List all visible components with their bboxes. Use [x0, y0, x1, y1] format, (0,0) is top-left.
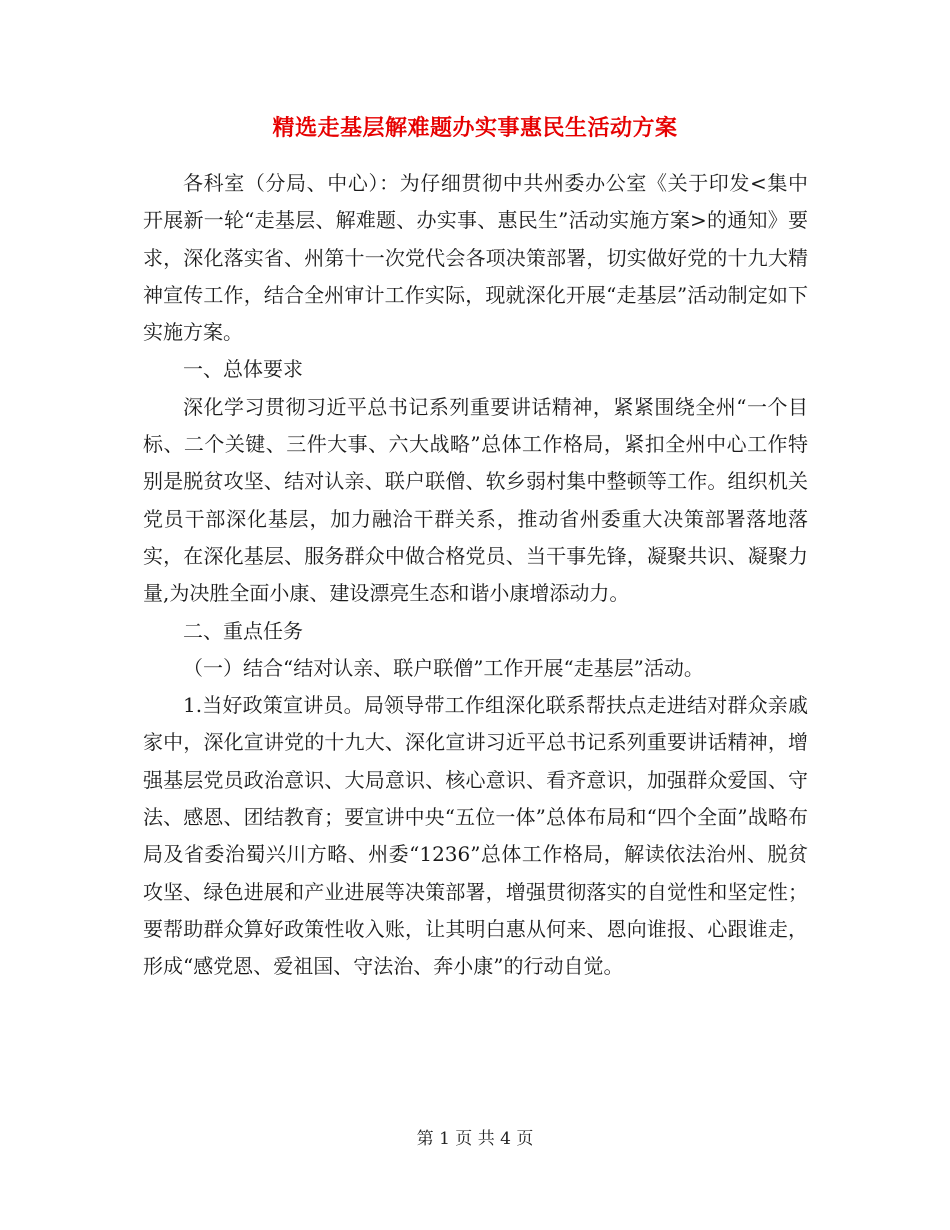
paragraph-intro: 各科室（分局、中心）：为仔细贯彻中共州委办公室《关于印发<集中开展新一轮“走基层、解难题、办实事、惠民生”活动实施方案>的通知》要求，深化落实省、州第十一次党代会各项决策部署，切实做好党的十九大精神宣传工作，结合全州审计工作实际，现就深化开展“走基层”活动制定如下实施方案。 — [143, 171, 808, 345]
paragraph-general-requirements: 深化学习贯彻习近平总书记系列重要讲话精神，紧紧围绕全州“一个目标、二个关键、三件大事、六大战略”总体工作格局，紧扣全州中心工作特别是脱贫攻坚、结对认亲、联户联僧、软乡弱村集中整顿等工作。组织机关党员干部深化基层，加力融洽干群关系，推动省州委重大决策部署落地落实，在深化基层、服务群众中做合格党员、当干事先锋，凝聚共识、凝聚力量,为决胜全面小康、建设漂亮生态和谐小康增添动力。 — [143, 394, 808, 606]
page-number-footer: 第 1 页 共 4 页 — [416, 1129, 534, 1149]
subsection-heading-1: （一）结合“结对认亲、联户联僧”工作开展“走基层”活动。 — [183, 655, 704, 680]
section-heading-key-tasks: 二、重点任务 — [183, 618, 303, 643]
document-title: 精选走基层解难题办实事惠民生活动方案 — [272, 115, 678, 141]
section-heading-general-requirements: 一、总体要求 — [183, 357, 303, 382]
paragraph-policy-preacher: 1.当好政策宣讲员。局领导带工作组深化联系帮扶点走进结对群众亲戚家中，深化宣讲党的十九大、深化宣讲习近平总书记系列重要讲话精神，增强基层党员政治意识、大局意识、核心意识、看齐意识，加强群众爱国、守法、感恩、团结教育；要宣讲中央“五位一体”总体布局和“四个全面”战略布局及省委治蜀兴川方略、州委“1236”总体工作格局，解读依法治州、脱贫攻坚、绿色进展和产业进展等决策部署，增强贯彻落实的自觉性和坚定性；要帮助群众算好政策性收入账，让其明白惠从何来、恩向谁报、心跟谁走，形成“感党恩、爱祖国、守法治、奔小康”的行动自觉。 — [143, 693, 808, 979]
document-body — [143, 165, 808, 986]
